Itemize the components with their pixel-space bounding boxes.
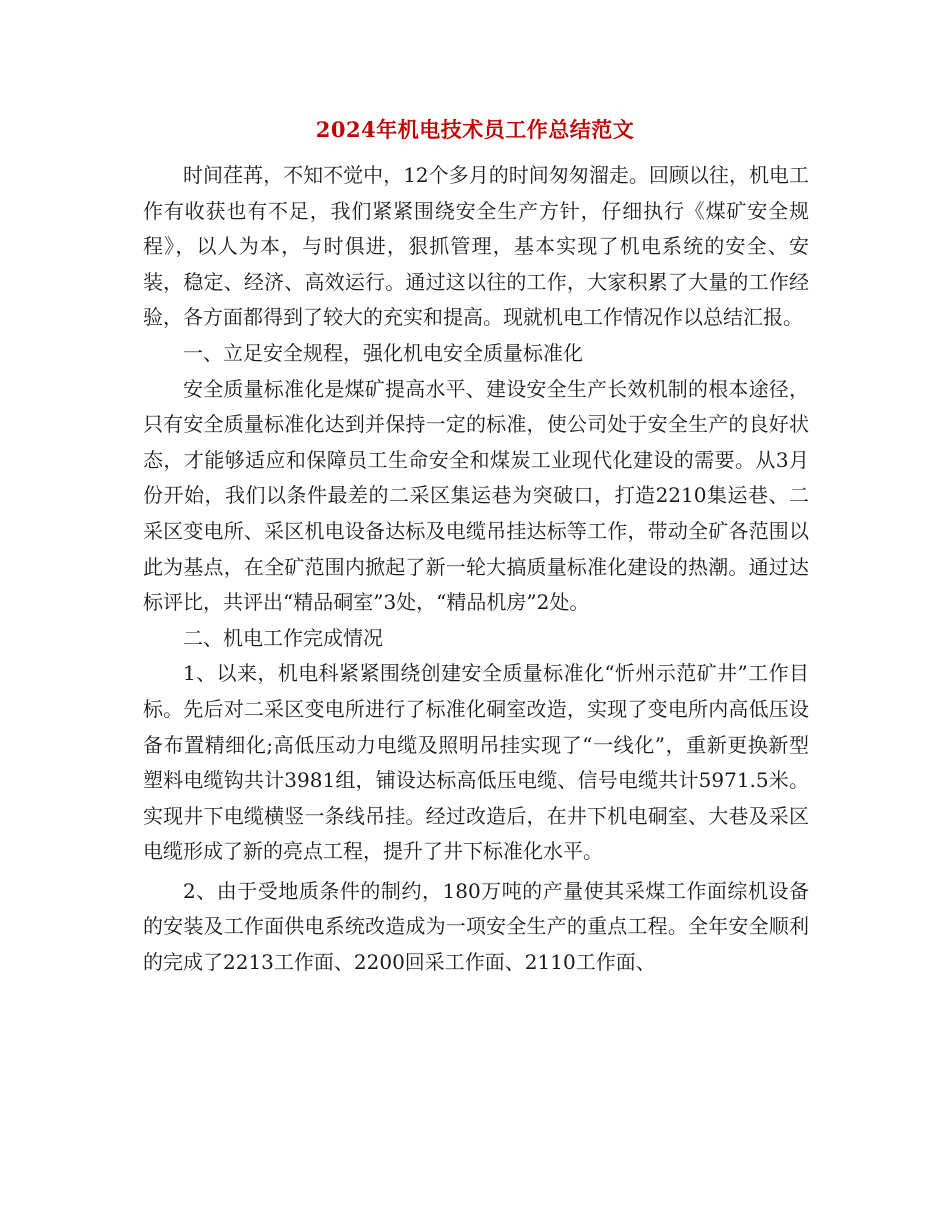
paragraph-quality-standard: 安全质量标准化是煤矿提高水平、建设安全生产长效机制的根本途径，只有安全质量标准化达到并保持一定的标准，使公司处于安全生产的良好状态，才能够适应和保障员工生命安全和煤炭工业现代化建设的需要。从3月份开始，我们以条件最差的二采区集运巷为突破口，打造2210集运巷、二采区变电所、采区机电设备达标及电缆吊挂达标等工作，带动全矿各范围以此为基点，在全矿范围内掀起了新一轮大搞质量标准化建设的热潮。通过达标评比，共评出“精品硐室”3处，“精品机房”2处。 [143, 376, 809, 615]
paragraph-intro: 时间荏苒，不知不觉中，12个多月的时间匆匆溜走。回顾以往，机电工作有收获也有不足，我们紧紧围绕安全生产方针，仔细执行《煤矿安全规程》，以人为本，与时俱进，狠抓管理，基本实现了机电系统的安全、安装，稳定、经济、高效运行。通过这以往的工作，大家积累了大量的工作经验，各方面都得到了较大的充实和提高。现就机电工作情况作以总结汇报。 [143, 163, 809, 330]
document-body [143, 158, 809, 981]
paragraph-item-1: 1、以来，机电科紧紧围绕创建安全质量标准化“忻州示范矿井”工作目标。先后对二采区变电所进行了标准化硐室改造，实现了变电所内高低压设备布置精细化;高低压动力电缆及照明吊挂实现了“一线化”，重新更换新型塑料电缆钩共计3981组，铺设达标高低压电缆、信号电缆共计5971.5米。实现井下电缆横竖一条线吊挂。经过改造后，在井下机电硐室、大巷及采区电缆形成了新的亮点工程，提升了井下标准化水平。 [143, 661, 809, 864]
paragraph-item-2: 2、由于受地质条件的制约，180万吨的产量使其采煤工作面综机设备的安装及工作面供电系统改造成为一项安全生产的重点工程。全年安全顺利的完成了2213工作面、2200回采工作面、2110工作面、 [143, 878, 809, 975]
section-heading-1: 一、立足安全规程，强化机电安全质量标准化 [183, 340, 583, 365]
section-heading-2: 二、机电工作完成情况 [183, 625, 383, 650]
document-title: 2024年机电技术员工作总结范文 [315, 117, 635, 142]
